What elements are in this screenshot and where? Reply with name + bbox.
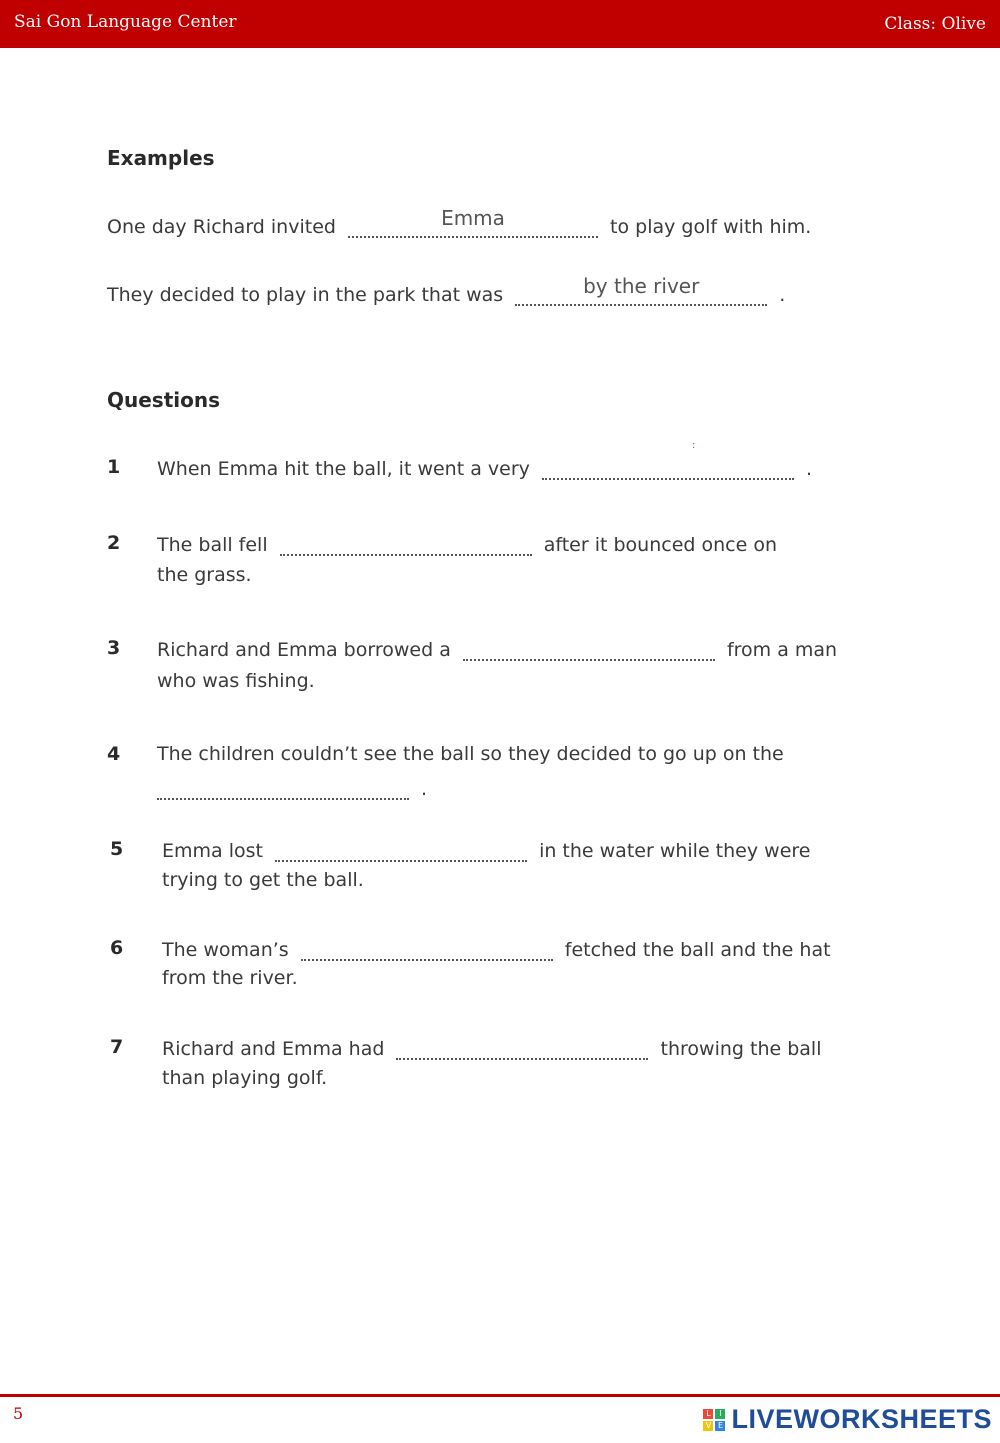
question-6-text-after: fetched the ball and the hat — [564, 939, 831, 961]
example-2-blank — [515, 274, 767, 306]
example-2-answer: by the river — [583, 274, 700, 298]
question-2-text-after: after it bounced once on — [543, 534, 777, 556]
question-3-number: 3 — [107, 637, 121, 659]
question-1-text-before: When Emma hit the ball, it went a very — [157, 458, 530, 480]
question-2-answer-input[interactable] — [280, 532, 532, 556]
question-2-line-2: the grass. — [157, 564, 252, 586]
example-1-blank — [348, 206, 598, 238]
liveworksheets-logo-icon — [703, 1409, 725, 1431]
example-2-text-after: . — [779, 284, 786, 306]
question-3-line-2: who was fishing. — [157, 670, 315, 692]
question-7-number: 7 — [110, 1036, 124, 1058]
question-6-text-before: The woman’s — [162, 939, 289, 961]
question-2-number: 2 — [107, 532, 121, 554]
logo-tile-e: E — [715, 1421, 725, 1431]
question-4-answer-input[interactable] — [157, 776, 409, 800]
question-5-text-after: in the water while they were — [539, 840, 811, 862]
question-1 — [157, 456, 812, 480]
question-2 — [157, 532, 777, 556]
header-bar — [0, 0, 1000, 48]
question-4-text-after: . — [421, 778, 428, 800]
logo-tile-v: V — [703, 1421, 713, 1431]
example-1 — [107, 206, 812, 238]
example-2 — [107, 274, 786, 306]
question-5-number: 5 — [110, 838, 124, 860]
question-7 — [162, 1036, 821, 1060]
question-6-number: 6 — [110, 937, 124, 959]
questions-title: Questions — [107, 388, 221, 412]
question-7-line-2: than playing golf. — [162, 1067, 328, 1089]
question-1-answer-input[interactable] — [542, 456, 794, 480]
question-4: The children couldn’t see the ball so they decided to go up on the — [157, 743, 784, 765]
question-3-answer-input[interactable] — [463, 637, 715, 661]
logo-tile-l: L — [703, 1409, 713, 1419]
question-4-number: 4 — [107, 743, 121, 765]
brand-name: LIVEWORKSHEETS — [731, 1404, 992, 1434]
example-1-text-before: One day Richard invited — [107, 216, 336, 238]
question-3 — [157, 637, 837, 661]
liveworksheets-brand[interactable] — [703, 1404, 992, 1435]
question-5-answer-input[interactable] — [275, 838, 527, 862]
example-1-text-after: to play golf with him. — [610, 216, 812, 238]
question-4-line-2 — [151, 776, 427, 800]
question-5-line-2: trying to get the ball. — [162, 869, 364, 891]
question-7-text-before: Richard and Emma had — [162, 1038, 385, 1060]
example-2-text-before: They decided to play in the park that was — [107, 284, 504, 306]
question-3-text-before: Richard and Emma borrowed a — [157, 639, 451, 661]
question-2-text-before: The ball fell — [157, 534, 268, 556]
question-5 — [162, 838, 810, 862]
question-7-text-after: throwing the ball — [660, 1038, 822, 1060]
examples-title: Examples — [107, 146, 215, 170]
stray-mark: : — [692, 440, 696, 451]
question-6-answer-input[interactable] — [301, 937, 553, 961]
question-3-text-after: from a man — [726, 639, 838, 661]
question-6 — [162, 937, 831, 961]
school-name: Sai Gon Language Center — [14, 12, 237, 32]
question-1-number: 1 — [107, 456, 121, 478]
page-number: 5 — [13, 1404, 24, 1423]
question-7-answer-input[interactable] — [396, 1036, 648, 1060]
example-1-answer: Emma — [441, 206, 505, 230]
question-1-text-after: . — [805, 458, 813, 480]
footer-divider — [0, 1394, 1000, 1397]
question-6-line-2: from the river. — [162, 967, 298, 989]
question-5-text-before: Emma lost — [162, 840, 263, 862]
logo-tile-i: I — [715, 1409, 725, 1419]
class-label: Class: Olive — [884, 14, 986, 34]
